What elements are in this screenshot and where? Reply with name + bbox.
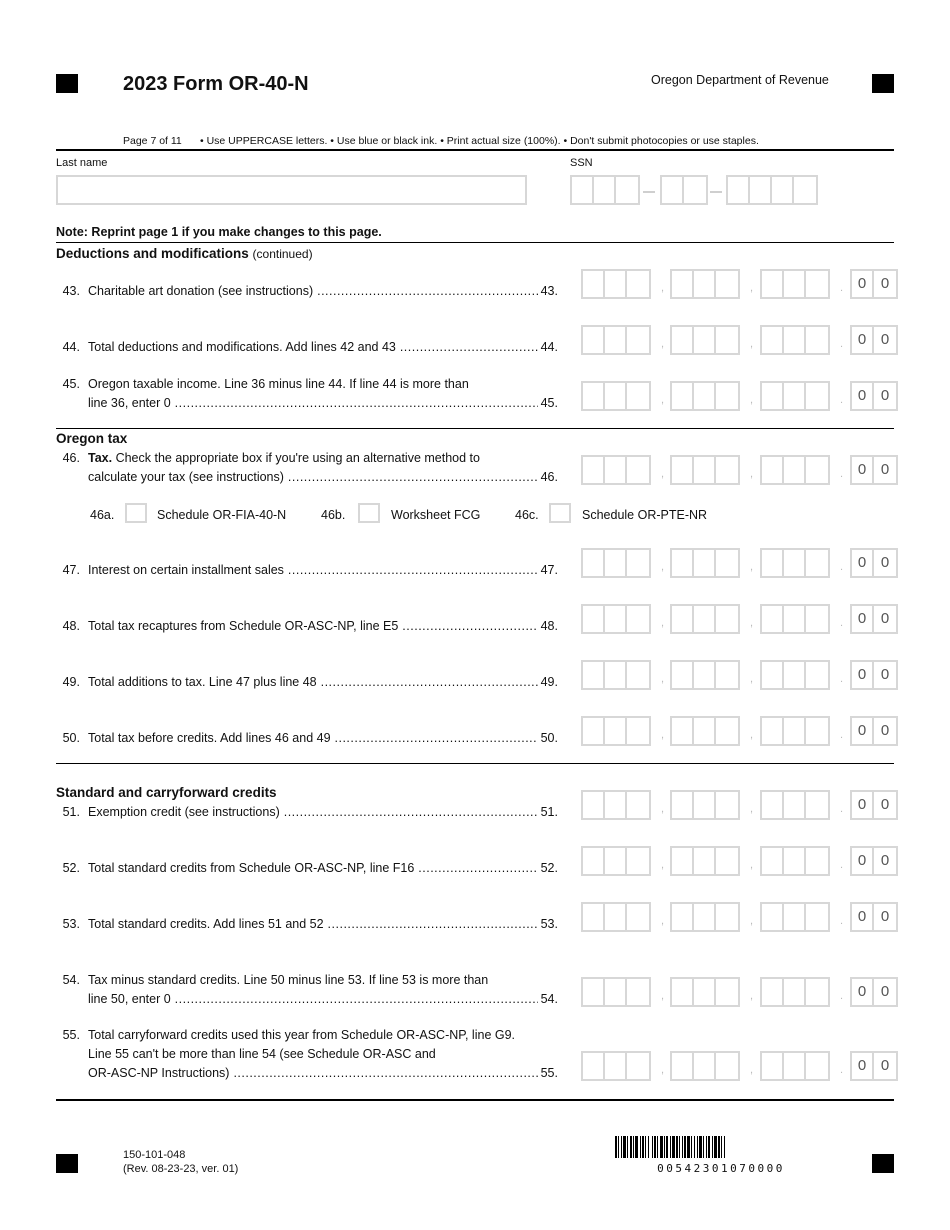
cents-digit: 0 <box>852 718 874 744</box>
thousands-separator: , <box>661 915 665 927</box>
cents-digit: 0 <box>880 666 890 683</box>
thousands-separator: , <box>750 468 754 480</box>
barcode-bar <box>724 1136 725 1158</box>
thousands-separator: , <box>661 859 665 871</box>
amount-digits-input[interactable] <box>760 790 830 820</box>
amount-cents-input[interactable] <box>850 790 898 820</box>
cents-digit: 0 <box>880 852 890 869</box>
line-text: line 36, enter 0 ..... <box>88 396 558 410</box>
decimal-separator: . <box>840 803 844 815</box>
cents-digit: 0 <box>880 461 890 478</box>
cents-digit: 0 <box>852 606 874 632</box>
amount-digits-input[interactable] <box>670 455 740 485</box>
barcode-bar <box>615 1136 617 1158</box>
line-text: Total standard credits. Add lines 51 and 52 ..... <box>88 917 558 931</box>
section-credits: Standard and carryforward credits <box>56 785 277 800</box>
thousands-separator: , <box>661 561 665 573</box>
barcode-bar <box>672 1136 675 1158</box>
line-text: Interest on certain installment sales ..... <box>88 563 558 577</box>
thousands-separator: , <box>661 1064 665 1076</box>
ssn-dash <box>710 191 722 193</box>
amount-digits-input[interactable] <box>581 902 651 932</box>
amount-cents-input[interactable] <box>850 660 898 690</box>
amount-digits-input[interactable] <box>581 604 651 634</box>
line-text: Check the appropriate box if you're using an alternative method to <box>112 451 480 465</box>
line-text: Charitable art donation (see instructions) ..... <box>88 284 558 298</box>
line-number: 50. <box>62 731 80 745</box>
decimal-separator: . <box>840 561 844 573</box>
line-number: 55. <box>62 1028 80 1042</box>
cents-digit: 0 <box>852 904 874 930</box>
amount-cents-input[interactable] <box>850 977 898 1007</box>
line-number: 51. <box>62 805 80 819</box>
decimal-separator: . <box>840 338 844 350</box>
thousands-separator: , <box>750 561 754 573</box>
amount-cents-input[interactable] <box>850 548 898 578</box>
line-text: Oregon taxable income. Line 36 minus line 44. If line 44 is more than <box>88 377 469 391</box>
thousands-separator: , <box>661 468 665 480</box>
amount-cents-input[interactable] <box>850 604 898 634</box>
amount-digits-input[interactable] <box>760 716 830 746</box>
amount-digits-input[interactable] <box>760 269 830 299</box>
barcode-bar <box>630 1136 632 1158</box>
barcode-bar <box>703 1136 704 1158</box>
line-text: line 50, enter 0 ..... <box>88 992 558 1006</box>
print-instructions: • Use UPPERCASE letters. • Use blue or black ink. • Print actual size (100%). • Don't submit photocopies or use staples. <box>200 135 759 147</box>
thousands-separator: , <box>750 282 754 294</box>
cents-digit: 0 <box>852 550 874 576</box>
amount-digits-input[interactable] <box>670 977 740 1007</box>
checkbox-code: 46c. <box>515 508 539 522</box>
line-description <box>88 990 558 1009</box>
thousands-separator: , <box>750 394 754 406</box>
registration-mark <box>872 1154 894 1173</box>
barcode-bar <box>635 1136 638 1158</box>
section-rule <box>56 242 894 243</box>
reprint-note: Note: Reprint page 1 if you make changes to this page. <box>56 225 382 239</box>
barcode-bar <box>621 1136 622 1158</box>
amount-digits-input[interactable] <box>760 455 830 485</box>
decimal-separator: . <box>840 617 844 629</box>
barcode-bar <box>654 1136 656 1158</box>
cents-digit: 0 <box>852 848 874 874</box>
amount-digits-input[interactable] <box>760 977 830 1007</box>
barcode-bar <box>721 1136 722 1158</box>
cents-digit: 0 <box>852 383 874 409</box>
amount-cents-input[interactable] <box>850 716 898 746</box>
line-description <box>88 803 558 822</box>
decimal-separator: . <box>840 673 844 685</box>
thousands-separator: , <box>661 338 665 350</box>
amount-digits-input[interactable] <box>760 325 830 355</box>
line-description <box>88 915 558 934</box>
line-end-number: 55. <box>538 1064 558 1083</box>
decimal-separator: . <box>840 859 844 871</box>
line-end-number: 44. <box>538 338 558 357</box>
amount-digits-input[interactable] <box>760 548 830 578</box>
amount-digits-input[interactable] <box>670 325 740 355</box>
barcode-bar <box>699 1136 702 1158</box>
ssn-dash <box>643 191 655 193</box>
line-text: Total standard credits from Schedule OR-ASC-NP, line F16 ..... <box>88 861 558 875</box>
line-number: 46. <box>62 451 80 465</box>
barcode-bar <box>712 1136 713 1158</box>
cents-digit: 0 <box>880 983 890 1000</box>
line-end-number: 45. <box>538 394 558 413</box>
amount-digits-input[interactable] <box>760 1051 830 1081</box>
line-end-number: 48. <box>538 617 558 636</box>
cents-digit: 0 <box>880 796 890 813</box>
barcode-bar <box>714 1136 717 1158</box>
line-description <box>88 468 558 487</box>
line-number: 47. <box>62 563 80 577</box>
cents-digit: 0 <box>880 554 890 571</box>
barcode-bar <box>633 1136 634 1158</box>
thousands-separator: , <box>750 803 754 815</box>
amount-digits-input[interactable] <box>581 977 651 1007</box>
line-text: OR-ASC-NP Instructions) ..... <box>88 1066 558 1080</box>
thousands-separator: , <box>750 673 754 685</box>
amount-digits-input[interactable] <box>760 604 830 634</box>
line-text: calculate your tax (see instructions) ..... <box>88 470 558 484</box>
line-bold-label: Tax. <box>88 451 113 465</box>
line-end-number: 53. <box>538 915 558 934</box>
line-description <box>88 1064 558 1083</box>
amount-digits-input[interactable] <box>581 548 651 578</box>
amount-digits-input[interactable] <box>581 846 651 876</box>
barcode-bar <box>706 1136 707 1158</box>
thousands-separator: , <box>661 673 665 685</box>
barcode-bar <box>670 1136 671 1158</box>
line-text: Total tax recaptures from Schedule OR-ASC-NP, line E5 ..... <box>88 619 558 633</box>
section-rule <box>56 763 894 764</box>
line-text: Tax minus standard credits. Line 50 minus line 53. If line 53 is more than <box>88 973 489 987</box>
amount-digits-input[interactable] <box>581 660 651 690</box>
form-title: 2023 Form OR-40-N <box>123 73 309 95</box>
line-description <box>88 394 558 413</box>
cents-digit: 0 <box>880 331 890 348</box>
decimal-separator: . <box>840 990 844 1002</box>
line-end-number: 43. <box>538 282 558 301</box>
barcode-bar <box>652 1136 653 1158</box>
barcode-bar <box>657 1136 658 1158</box>
amount-digits-input[interactable] <box>581 790 651 820</box>
line-text: Line 55 can't be more than line 54 (see Schedule OR-ASC and <box>88 1047 436 1061</box>
amount-digits-input[interactable] <box>670 381 740 411</box>
cents-digit: 0 <box>852 979 874 1005</box>
checkbox-46c[interactable] <box>549 503 571 523</box>
barcode-bar <box>640 1136 641 1158</box>
last-name-label: Last name <box>56 157 108 169</box>
cents-digit: 0 <box>852 457 874 483</box>
line-text: Total carryforward credits used this year from Schedule OR-ASC-NP, line G9. <box>88 1028 516 1042</box>
barcode-bar <box>648 1136 649 1158</box>
last-name-input[interactable] <box>56 175 527 205</box>
barcode-bar <box>708 1136 710 1158</box>
barcode-bar <box>666 1136 668 1158</box>
line-description <box>88 859 558 878</box>
checkbox-46a[interactable] <box>125 503 147 523</box>
line-description <box>88 729 558 748</box>
line-number: 54. <box>62 973 80 987</box>
line-description <box>88 282 558 301</box>
barcode-bar <box>682 1136 683 1158</box>
thousands-separator: , <box>661 394 665 406</box>
cents-digit: 0 <box>880 908 890 925</box>
decimal-separator: . <box>840 282 844 294</box>
line-text: Total additions to tax. Line 47 plus line 48 ..... <box>88 675 558 689</box>
line-number: 52. <box>62 861 80 875</box>
barcode-bar <box>684 1136 686 1158</box>
bottom-rule <box>56 1099 894 1101</box>
thousands-separator: , <box>661 617 665 629</box>
amount-digits-input[interactable] <box>760 381 830 411</box>
barcode-bar <box>676 1136 678 1158</box>
amount-cents-input[interactable] <box>850 381 898 411</box>
amount-digits-input[interactable] <box>581 381 651 411</box>
amount-digits-input[interactable] <box>581 269 651 299</box>
line-description <box>88 617 558 636</box>
revision: (Rev. 08-23-23, ver. 01) <box>123 1163 239 1175</box>
cents-digit: 0 <box>880 610 890 627</box>
section-continued: (continued) <box>252 247 313 261</box>
line-end-number: 51. <box>538 803 558 822</box>
line-end-number: 54. <box>538 990 558 1009</box>
barcode-bar <box>694 1136 695 1158</box>
registration-mark <box>872 74 894 93</box>
line-number: 44. <box>62 340 80 354</box>
barcode-bar <box>691 1136 692 1158</box>
thousands-separator: , <box>661 282 665 294</box>
line-description <box>88 971 558 990</box>
amount-cents-input[interactable] <box>850 455 898 485</box>
barcode-bar <box>664 1136 665 1158</box>
line-end-number: 50. <box>538 729 558 748</box>
line-end-number: 52. <box>538 859 558 878</box>
line-text: Total tax before credits. Add lines 46 and 49 ..... <box>88 731 558 745</box>
amount-cents-input[interactable] <box>850 902 898 932</box>
thousands-separator: , <box>661 729 665 741</box>
section-rule <box>56 428 894 429</box>
line-number: 49. <box>62 675 80 689</box>
checkbox-label: Schedule OR-PTE-NR <box>582 508 708 522</box>
thousands-separator: , <box>750 859 754 871</box>
thousands-separator: , <box>661 803 665 815</box>
decimal-separator: . <box>840 729 844 741</box>
barcode-bar <box>687 1136 690 1158</box>
amount-digits-input[interactable] <box>670 846 740 876</box>
ssn-input-part2[interactable] <box>660 175 708 205</box>
decimal-separator: . <box>840 1064 844 1076</box>
line-number: 48. <box>62 619 80 633</box>
cents-digit: 0 <box>852 327 874 353</box>
form-number: 150-101-048 <box>123 1149 186 1161</box>
ssn-label: SSN <box>570 157 593 169</box>
header-rule <box>56 149 894 151</box>
section-deductions-title: Deductions and modifications <box>56 246 249 261</box>
barcode-bar <box>660 1136 663 1158</box>
decimal-separator: . <box>840 394 844 406</box>
line-description <box>88 449 558 468</box>
page-number: Page 7 of 11 <box>123 135 182 147</box>
line-text: Exemption credit (see instructions) ..... <box>88 805 558 819</box>
registration-mark <box>56 1154 78 1173</box>
registration-mark <box>56 74 78 93</box>
thousands-separator: , <box>750 338 754 350</box>
barcode-bar <box>679 1136 680 1158</box>
amount-digits-input[interactable] <box>670 548 740 578</box>
line-number: 53. <box>62 917 80 931</box>
checkbox-code: 46b. <box>321 508 346 522</box>
thousands-separator: , <box>750 1064 754 1076</box>
amount-digits-input[interactable] <box>670 604 740 634</box>
barcode-bar <box>627 1136 628 1158</box>
amount-cents-input[interactable] <box>850 325 898 355</box>
amount-cents-input[interactable] <box>850 1051 898 1081</box>
alt-method-checkboxes <box>90 504 708 526</box>
line-end-number: 46. <box>538 468 558 487</box>
cents-digit: 0 <box>880 1057 890 1074</box>
thousands-separator: , <box>750 915 754 927</box>
amount-digits-input[interactable] <box>581 455 651 485</box>
amount-cents-input[interactable] <box>850 269 898 299</box>
decimal-separator: . <box>840 468 844 480</box>
amount-digits-input[interactable] <box>670 1051 740 1081</box>
line-description <box>88 1045 558 1064</box>
line-description <box>88 673 558 692</box>
barcode-number: 00542301070000 <box>657 1162 785 1175</box>
cents-digit: 0 <box>852 792 874 818</box>
amount-digits-input[interactable] <box>670 269 740 299</box>
checkbox-code: 46a. <box>90 508 115 522</box>
amount-digits-input[interactable] <box>581 716 651 746</box>
thousands-separator: , <box>661 990 665 1002</box>
checkbox-label: Schedule OR-FIA-40-N <box>157 508 287 522</box>
line-description <box>88 375 558 394</box>
barcode-bar <box>697 1136 698 1158</box>
amount-digits-input[interactable] <box>760 902 830 932</box>
cents-digit: 0 <box>880 387 890 404</box>
barcode-bar <box>645 1136 646 1158</box>
line-end-number: 49. <box>538 673 558 692</box>
amount-digits-input[interactable] <box>670 790 740 820</box>
thousands-separator: , <box>750 617 754 629</box>
thousands-separator: , <box>750 729 754 741</box>
cents-digit: 0 <box>852 271 874 297</box>
line-description <box>88 338 558 357</box>
line-description <box>88 1026 558 1045</box>
line-text: Total deductions and modifications. Add lines 42 and 43 ..... <box>88 340 558 354</box>
line-number: 45. <box>62 377 80 391</box>
cents-digit: 0 <box>880 722 890 739</box>
decimal-separator: . <box>840 915 844 927</box>
ssn-input-part1[interactable] <box>570 175 640 205</box>
checkbox-46b[interactable] <box>358 503 380 523</box>
line-description <box>88 561 558 580</box>
cents-digit: 0 <box>880 275 890 292</box>
barcode-bar <box>618 1136 619 1158</box>
amount-digits-input[interactable] <box>581 325 651 355</box>
section-deductions <box>56 246 313 261</box>
thousands-separator: , <box>750 990 754 1002</box>
amount-digits-input[interactable] <box>670 902 740 932</box>
line-number: 43. <box>62 284 80 298</box>
amount-digits-input[interactable] <box>670 716 740 746</box>
amount-digits-input[interactable] <box>760 660 830 690</box>
barcode-bar <box>718 1136 720 1158</box>
section-oregon-tax: Oregon tax <box>56 431 128 446</box>
amount-digits-input[interactable] <box>760 846 830 876</box>
department-name: Oregon Department of Revenue <box>651 73 829 87</box>
amount-digits-input[interactable] <box>581 1051 651 1081</box>
line-end-number: 47. <box>538 561 558 580</box>
barcode-bar <box>642 1136 644 1158</box>
amount-cents-input[interactable] <box>850 846 898 876</box>
barcode-bar <box>623 1136 626 1158</box>
ssn-input-part3[interactable] <box>726 175 818 205</box>
cents-digit: 0 <box>852 1053 874 1079</box>
barcode <box>615 1136 827 1158</box>
amount-digits-input[interactable] <box>670 660 740 690</box>
cents-digit: 0 <box>852 662 874 688</box>
checkbox-label: Worksheet FCG <box>391 508 481 522</box>
